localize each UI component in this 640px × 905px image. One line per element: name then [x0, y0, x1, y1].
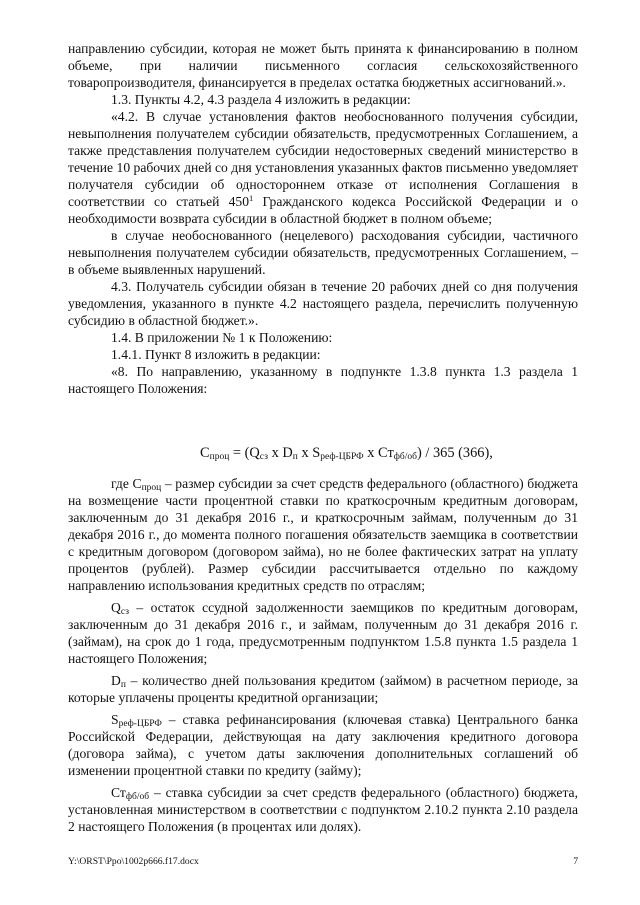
- formula-eq-open: = (Q: [229, 445, 260, 461]
- definition-s-ref-text: – ставка рефинансирования (ключевая ставка) Центрального банка Российской Федерации, действующая на дату заключения кредитного договора (договора займа), с учетом даты заключения дополнительных соглашений об изменении процентной ставки по кредиту (займу);: [68, 712, 578, 778]
- definition-q-sz: [68, 599, 578, 667]
- definition-d-p: [68, 672, 578, 706]
- formula-x1: х D: [268, 445, 293, 461]
- definition-s-ref: [68, 711, 578, 779]
- formula-c-sub: проц: [209, 452, 230, 462]
- definition-d-p-lead: D: [111, 673, 121, 688]
- definition-s-ref-lead: S: [111, 712, 119, 727]
- definition-q-sz-sub: сз: [120, 607, 130, 617]
- paragraph-continuation: направлению субсидии, которая не может быть принята к финансированию в полном объеме, при наличии письменного согласия сельскохозяйственного товаропроизводителя, финансируется в пределах остатка бюджетных ассигнований.».: [68, 41, 578, 90]
- definition-d-p-text: – количество дней пользования кредитом (займом) в расчетном периоде, за которые уплачены проценты кредитной организации;: [68, 673, 578, 705]
- definition-c-proc-sub: проц: [141, 483, 162, 493]
- formula-d-sub: п: [292, 452, 298, 462]
- document-body-upper: [68, 40, 578, 397]
- paragraph-item-1-3: 1.3. Пункты 4.2, 4.3 раздела 4 изложить в редакции:: [111, 92, 411, 107]
- paragraph-item-4-3: 4.3. Получатель субсидии обязан в течение 20 рабочих дней со дня получения уведомления, указанного в пункте 4.2 настоящего раздела, перечислить полученную субсидию в областной бюджет.».: [68, 279, 578, 328]
- formula-st-sub: фб/об: [393, 452, 417, 462]
- definition-q-sz-lead: Q: [111, 600, 121, 615]
- formula-q-sub: сз: [259, 452, 268, 462]
- paragraph-item-4-2-text-end: Гражданского кодекса Российской Федерации и о необходимости возврата субсидии в областной бюджет в полном объеме;: [68, 194, 578, 226]
- definition-st-fb-sub: фб/об: [125, 792, 150, 802]
- superscript: 1: [249, 193, 254, 203]
- formula-x3: х Ст: [363, 445, 394, 461]
- document-body-lower: [68, 475, 578, 835]
- definition-c-proc-text: – размер субсидии за счет средств федерального (областного) бюджета на возмещение части процентной ставки по краткосрочным кредитным договорам, заключенным до 31 декабря 2016 г., и краткосрочным займам, полученным до 31 декабря 2016 г., до момента полного погашения обязательств заемщика в соответствии с кредитным договором (договором займа), но не более фактических затрат на уплату процентов (рублей). Размер субсидии рассчитывается отдельно по каждому направлению использования кредитных средств по отраслям;: [68, 476, 578, 593]
- paragraph-item-4-2-text: «4.2. В случае установления фактов необоснованного получения субсидии, невыполнения получателем субсидии обязательств, предусмотренных Соглашением, а также представления получателем субсидии недостоверных сведений министерство в течение 10 рабочих дней со дня установления указанных фактов письменно уведомляет получателя субсидии об одностороннем отказе от исполнения Соглашения в соответствии со статьей 450: [68, 109, 578, 209]
- definition-st-fb-text: – ставка субсидии за счет средств федерального (областного) бюджета, установленная министерством в соответствии с подпунктом 2.10.2 пункта 2.10 раздела 2 настоящего Положения (в процентах или долях).: [68, 785, 578, 834]
- definition-s-ref-sub: реф-ЦБРФ: [118, 719, 162, 729]
- subsidy-formula: [200, 445, 530, 462]
- formula-s-sub: реф-ЦБРФ: [320, 452, 364, 462]
- footer-file-path: Y:\ORST\Ppo\1002p666.f17.docx: [68, 856, 199, 867]
- paragraph-item-1-4-1: 1.4.1. Пункт 8 изложить в редакции:: [111, 347, 321, 362]
- definition-st-fb-lead: Ст: [111, 785, 126, 800]
- paragraph-item-1-4: 1.4. В приложении № 1 к Положению:: [111, 330, 333, 345]
- formula-tail: ) / 365 (366),: [416, 445, 493, 461]
- definition-c-proc-lead: где С: [111, 476, 142, 491]
- formula-c: С: [200, 445, 210, 461]
- formula-x2: х S: [297, 445, 321, 461]
- page-number: 7: [573, 856, 578, 867]
- paragraph-item-4-2-cont: в случае необоснованного (нецелевого) расходования субсидии, частичного невыполнения получателем субсидии обязательств, предусмотренных Соглашением, – в объеме выявленных нарушений.: [68, 228, 578, 277]
- definition-st-fb: [68, 784, 578, 835]
- definition-c-proc: [68, 475, 578, 594]
- definition-q-sz-text: – остаток ссудной задолженности заемщиков по кредитным договорам, заключенным до 31 декабря 2016 г., и займам, полученным до 31 декабря 2016 г. (займам), на срок до 1 года, предусмотренным подпунктом 1.5.8 пункта 1.5 раздела 1 настоящего Положения;: [68, 600, 578, 666]
- paragraph-item-8: «8. По направлению, указанному в подпункте 1.3.8 пункта 1.3 раздела 1 настоящего Положения:: [68, 364, 578, 396]
- paragraph-item-4-2: [68, 108, 578, 227]
- definition-d-p-sub: п: [120, 680, 126, 690]
